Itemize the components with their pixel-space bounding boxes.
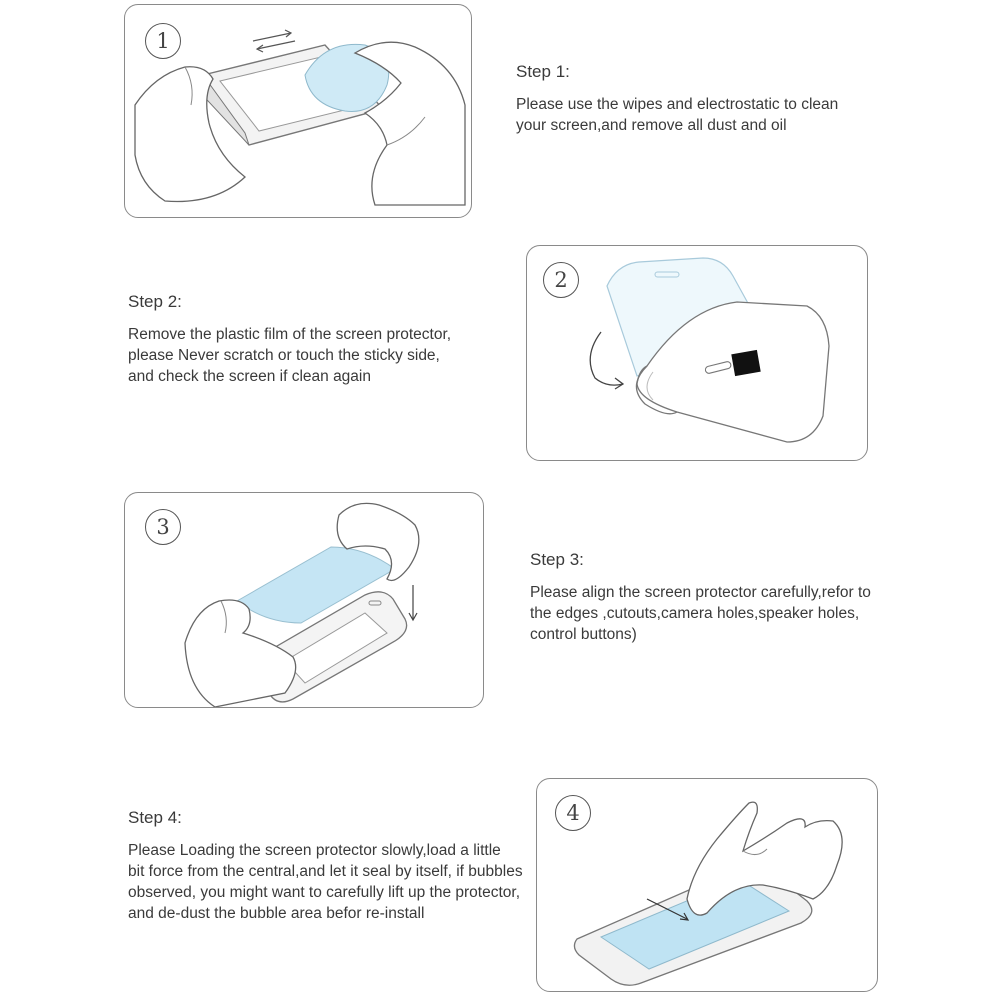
- step-1-number-badge: 1: [145, 23, 181, 59]
- step-4-line: Please Loading the screen protector slowly,load a little: [128, 842, 501, 859]
- step-4-description: [128, 840, 523, 924]
- step-4-title: Step 4:: [128, 808, 182, 827]
- step-2-title: Step 2:: [128, 292, 182, 311]
- step-2-text: [128, 292, 451, 387]
- step-4-illustration-panel: [536, 778, 878, 992]
- step-4-line: bit force from the central,and let it seal by itself, if bubbles: [128, 863, 523, 880]
- step-3-illustration-panel: [124, 492, 484, 708]
- step-1-title: Step 1:: [516, 62, 570, 81]
- step-2-line: and check the screen if clean again: [128, 368, 371, 385]
- step-3-line: Please align the screen protector carefully,refor to: [530, 584, 871, 601]
- step-1-description: [516, 94, 838, 136]
- step-2-line: Remove the plastic film of the screen protector,: [128, 326, 452, 343]
- step-3-title: Step 3:: [530, 550, 584, 569]
- step-2-description: [128, 324, 451, 387]
- step-3-line: the edges ,cutouts,camera holes,speaker holes,: [530, 605, 860, 622]
- step-3-number-badge: 3: [145, 509, 181, 545]
- step-3-text: [530, 550, 871, 645]
- step-4-line: observed, you might want to carefully lift up the protector,: [128, 884, 521, 901]
- step-3-line: control buttons): [530, 626, 637, 643]
- step-4-line: and de-dust the bubble area befor re-install: [128, 905, 425, 922]
- step-2-number-badge: 2: [543, 262, 579, 298]
- step-1-text: [516, 62, 838, 136]
- step-3-description: [530, 582, 871, 645]
- step-1-line: your screen,and remove all dust and oil: [516, 117, 787, 134]
- step-4-number-badge: 4: [555, 795, 591, 831]
- step-2-illustration-panel: [526, 245, 868, 461]
- step-4-text: [128, 808, 523, 924]
- step-1-illustration-panel: [124, 4, 472, 218]
- step-2-line: please Never scratch or touch the sticky side,: [128, 347, 440, 364]
- step-1-line: Please use the wipes and electrostatic to clean: [516, 96, 839, 113]
